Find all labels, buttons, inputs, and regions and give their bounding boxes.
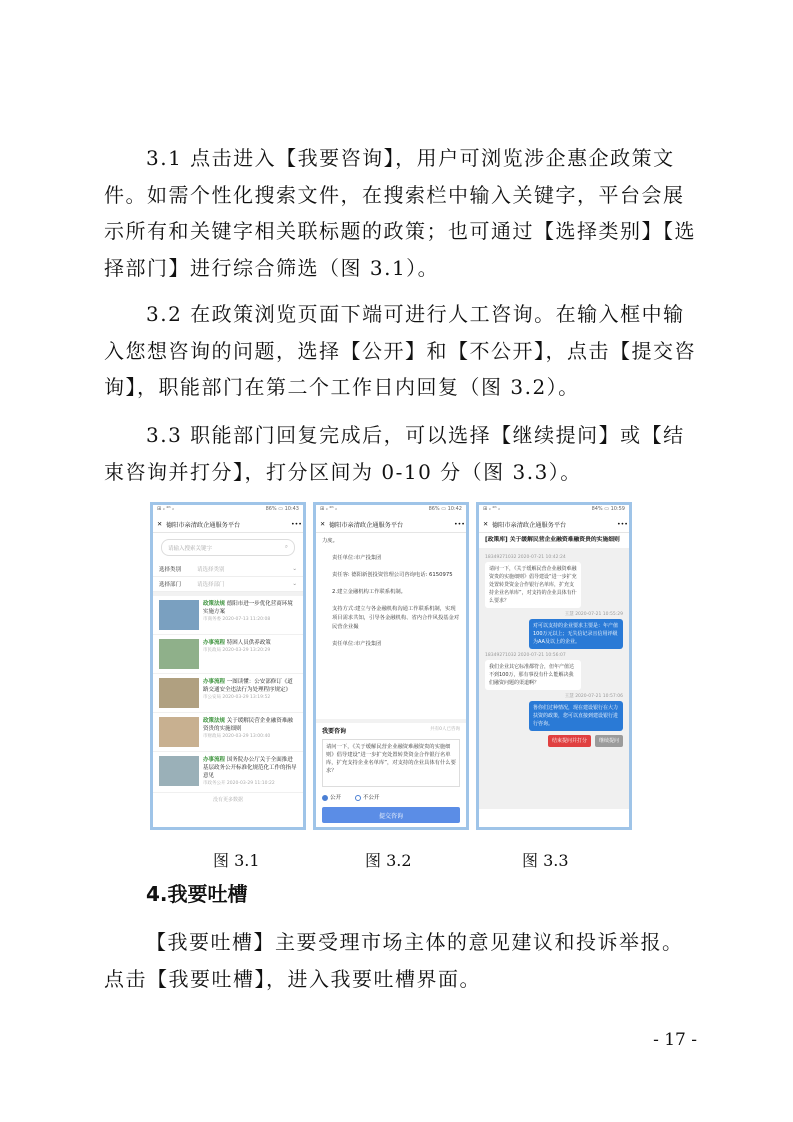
policy-body: 力度。 责任单位:市产投集团 责任客: 德阳新创投资管理公司咨询电话: 6150975 2.建立金融机构工作联系机制。 支持方式:建立与各金融机构沟通工作联系机制，实现项目需求共知，引导各金融机构、省内合作风投基金对民营企业撮 责任单位:市产投集团 (322, 538, 460, 647)
app-title: 德阳市亲清政企通服务平台 (166, 521, 241, 529)
more-icon[interactable]: ••• (454, 520, 465, 528)
news-thumbnail (159, 639, 199, 669)
paragraph-4: 【我要吐槽】主要受理市场主体的意见建议和投诉举报。点击【我要吐槽】，进入我要吐槽界面。 (104, 930, 684, 991)
chevron-down-icon: ⌄ (292, 581, 297, 587)
reply-message: 对可以支持的企业要求主要是：年产值100万元以上；无失信记录且信用评级为AA及以上的企业。 (529, 619, 623, 649)
list-item[interactable]: 办事流程 特困人员供养政策 市民政局 2020-03-29 13:20:29 (153, 635, 303, 674)
news-list (153, 596, 303, 793)
caption-fig-3-3: 图 3.3 (522, 851, 569, 870)
status-bar: ⊞ ᵢₗ ⁴ᴳ ᵢₗ 86% ▭ 10:42 (320, 506, 462, 512)
category-filter[interactable]: 选择类别 请选择类别 ⌄ (153, 562, 303, 577)
close-icon[interactable]: ✕ (157, 520, 163, 528)
question-textarea[interactable]: 请问一下，《关于缓解民营企业融资难融资贵的实施细则》倡导建设“进一步扩充处置转贷资金合作银行名单库，扩充支持企业名单库”，对支持的企业具体有什么要求？ (322, 739, 460, 787)
status-bar: ⊞ ᵢₗ ⁴ᴳ ᵢₗ 86% ▭ 10:43 (157, 506, 299, 512)
app-title: 德阳市亲清政企通服务平台 (329, 521, 404, 529)
news-thumbnail (159, 678, 199, 708)
close-icon[interactable]: ✕ (483, 520, 489, 528)
chat-thread: 18349271032 2020-07-21 10:42:24 请问一下，《关于缓解民营企业融资难融资贵的实施细则》倡导建设“进一步扩充处置转贷资金合作银行名单库，扩充支持企业名单库”，对支持的企业具体有什么要求？ 王慧 2020-07-21 10:55:29 对可以支持的企业要求主要是：年产值100万元以上；无失信记录且信用评级为AA及以上的企业。 18349271032 2020-07-21 10:56:07 我们企业其它标准都符合，但年产值达不到100万，那有事没有什么能解决我们融资问题的渠道啊？ 王慧 2020-07-21 10:57:06 鲁你们过种情况，现在建设银行在大力扶资的政策，您可以直接到建设银行进行咨询。 结束提问并打分 继续提问 (479, 548, 629, 809)
continue-asking-button[interactable]: 继续提问 (595, 735, 623, 747)
caption-fig-3-1: 图 3.1 (213, 851, 260, 870)
search-icon[interactable]: ⌕ (284, 544, 288, 550)
page-number: - 17 - (653, 1030, 697, 1050)
paragraph-3-3: 3.3 职能部门回复完成后，可以选择【继续提问】或【结束咨询并打分】，打分区间为 0-10 分（图 3.3）。 (104, 423, 685, 484)
news-thumbnail (159, 600, 199, 630)
submit-consult-button[interactable]: 提交咨询 (322, 807, 460, 823)
radio-public[interactable]: 公开 (322, 793, 341, 801)
more-icon[interactable]: ••• (291, 520, 302, 528)
more-icon[interactable]: ••• (617, 520, 628, 528)
user-message: 请问一下，《关于缓解民营企业融资难融资贵的实施细则》倡导建设“进一步扩充处置转贷资金合作银行名单库，扩充支持企业名单库”，对支持的企业具体有什么要求？ (485, 562, 581, 608)
status-bar: ⊞ ᵢₗ ⁴ᴳ ᵢₗ 84% ▭ 10:59 (483, 506, 625, 512)
news-thumbnail (159, 756, 199, 786)
no-more-data: 没有更多数据 (212, 797, 243, 803)
paragraph-3-2: 3.2 在政策浏览页面下端可进行人工咨询。在输入框中输入您想咨询的问题，选择【公开】和【不公开】，点击【提交咨询】，职能部门在第二个工作日内回复（图 3.2）。 (104, 302, 696, 399)
consult-section: 我要咨询 共有0人已咨询 请问一下，《关于缓解民营企业融资难融资贵的实施细则》倡导建设“进一步扩充处置转贷资金合作银行名单库，扩充支持企业名单库”，对支持的企业具体有什么要求？ 公开 不公开 提交咨询 (316, 719, 466, 826)
screenshot-reply-chat (476, 502, 632, 830)
section-heading: 4.我要吐槽 (146, 882, 248, 906)
app-title: 德阳市亲清政企通服务平台 (492, 521, 567, 529)
search-input[interactable]: 请输入搜索关键字 ⌕ (161, 539, 295, 556)
user-message: 我们企业其它标准都符合，但年产值达不到100万，那有事没有什么能解决我们融资问题的渠道啊？ (485, 660, 581, 690)
policy-title: [政策库] 关于缓解民营企业融资难融资贵的实施细则 (485, 537, 620, 543)
screenshot-policy-list (150, 502, 306, 830)
reply-message: 鲁你们过种情况，现在建设银行在大力扶资的政策，您可以直接到建设银行进行咨询。 (529, 701, 623, 731)
app-title-bar (479, 516, 629, 533)
paragraph-3-1: 3.1 点击进入【我要咨询】，用户可浏览涉企惠企政策文件。如需个性化搜索文件，在搜索栏中输入关键字，平台会展示所有和关键字相关联标题的政策；也可通过【选择类别】【选择部门】进行综合筛选（图 3.1）。 (104, 146, 696, 280)
screenshot-consult-form (313, 502, 469, 830)
list-item[interactable]: 政策法规 德阳市进一步优化营商环境实施方案 市商务委 2020-07-13 11:20:08 (153, 596, 303, 635)
caption-fig-3-2: 图 3.2 (365, 851, 412, 870)
list-item[interactable]: 政策法规 关于缓解民营企业融资难融资贵的实施细则 市财政局 2020-03-29 13:00:40 (153, 713, 303, 752)
end-and-rate-button[interactable]: 结束提问并打分 (548, 735, 591, 747)
app-title-bar (153, 516, 303, 533)
department-filter[interactable]: 选择部门 请选择部门 ⌄ (153, 577, 303, 592)
chevron-down-icon: ⌄ (292, 566, 297, 572)
list-item[interactable]: 办事流程 一图读懂：公安部修订《道路交通安全违法行为处理程序规定》 市公安局 2020-03-29 13:19:52 (153, 674, 303, 713)
app-title-bar (316, 516, 466, 533)
news-thumbnail (159, 717, 199, 747)
close-icon[interactable]: ✕ (320, 520, 326, 528)
radio-private[interactable]: 不公开 (355, 793, 380, 801)
list-item[interactable]: 办事流程 国务院办公厅关于全面推进基层政务公开标准化规范化工作的指导意见 市政务公开 2020-03-29 11:10:22 (153, 752, 303, 793)
